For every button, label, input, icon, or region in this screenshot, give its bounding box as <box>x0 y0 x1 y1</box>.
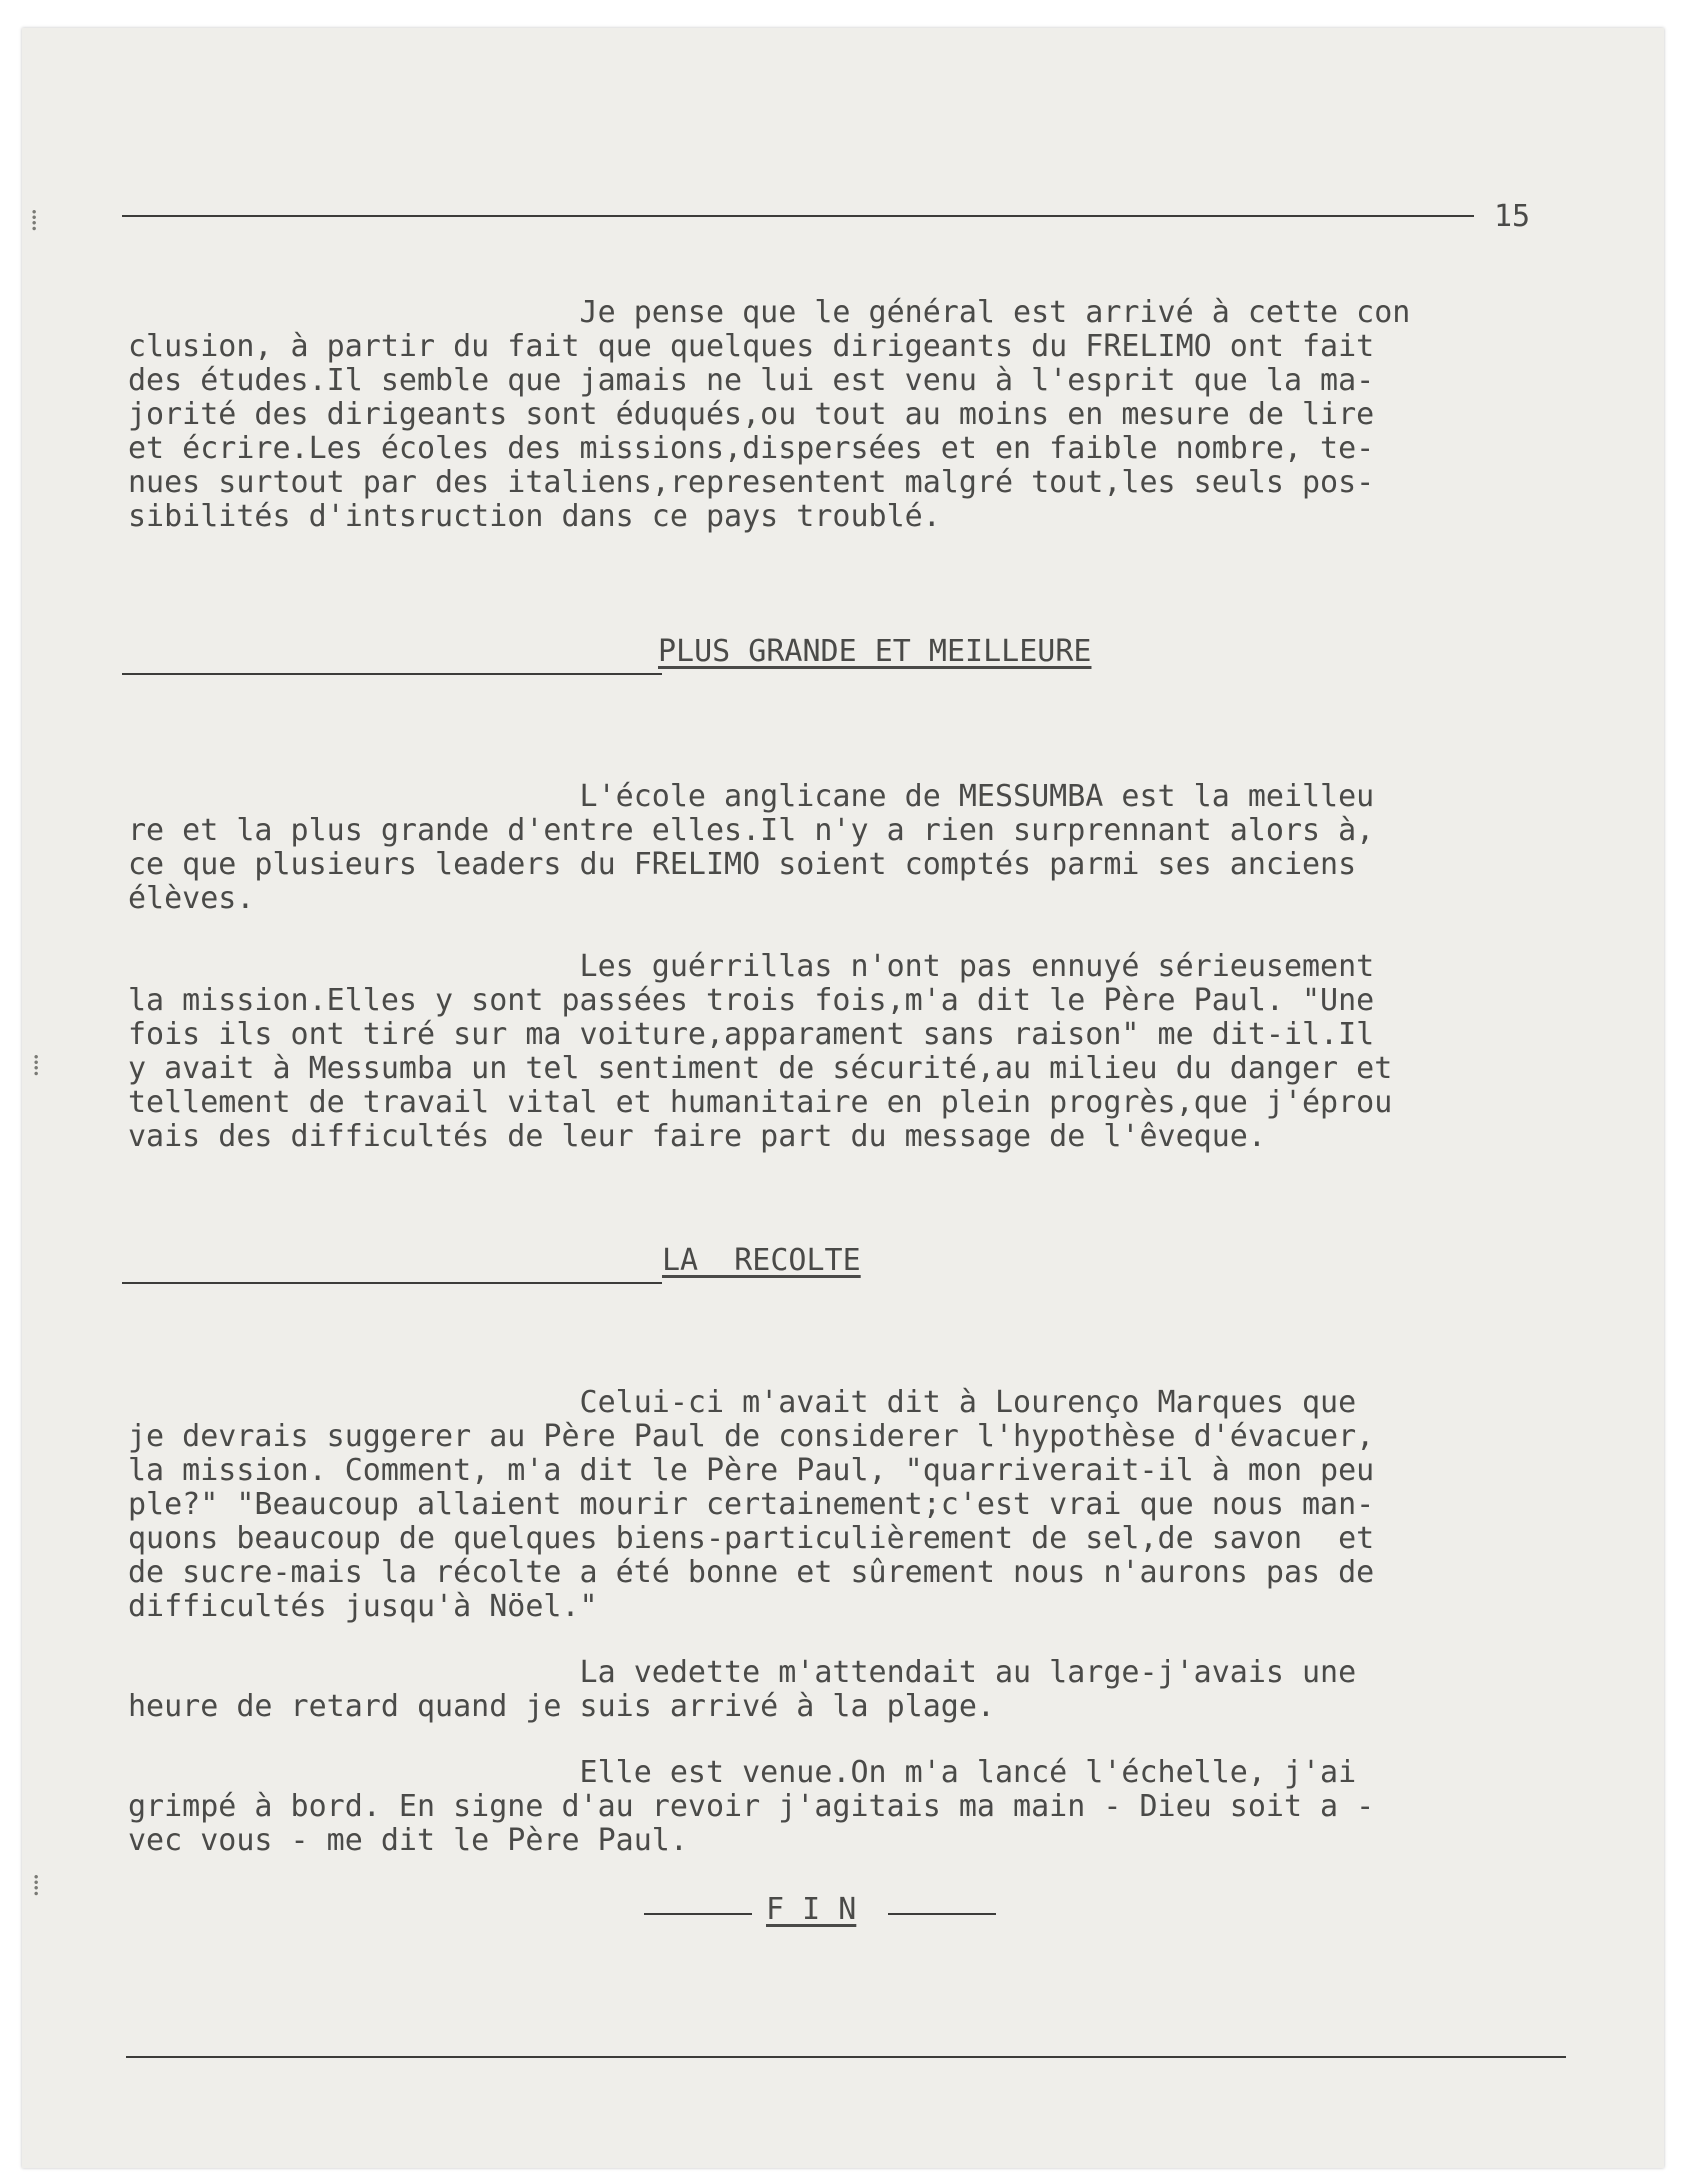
fin-rule-left <box>644 1913 752 1915</box>
section2-paragraph <box>128 1756 1374 1858</box>
section2-paragraph <box>128 1656 1356 1724</box>
page-number: 15 <box>1494 199 1531 234</box>
document-page <box>22 28 1664 2168</box>
text-line: L'école anglicane de MESSUMBA est la meilleu <box>128 779 1375 814</box>
intro-paragraph <box>128 296 1410 534</box>
text-line: de sucre-mais la récolte a été bonne et sûrement nous n'aurons pas de <box>128 1555 1375 1590</box>
fin-rule-right <box>888 1913 996 1915</box>
text-line: La vedette m'attendait au large-j'avais une <box>128 1655 1357 1690</box>
section-heading: LA RECOLTE <box>662 1243 861 1278</box>
header-rule <box>122 215 1474 217</box>
text-line: vec vous - me dit le Père Paul. <box>128 1823 688 1858</box>
text-line: fois ils ont tiré sur ma voiture,apparament sans raison" me dit-il.Il <box>128 1017 1375 1052</box>
section-rule <box>122 1282 662 1284</box>
text-line: re et la plus grande d'entre elles.Il n'y a rien surprennant alors à, <box>128 813 1375 848</box>
text-line: la mission.Elles y sont passées trois fois,m'a dit le Père Paul. "Une <box>128 983 1375 1018</box>
text-line: tellement de travail vital et humanitaire en plein progrès,que j'éprou <box>128 1085 1393 1120</box>
section1-paragraph <box>128 950 1392 1154</box>
section-heading: PLUS GRANDE ET MEILLEURE <box>658 634 1092 669</box>
text-line: et écrire.Les écoles des missions,dispersées et en faible nombre, te- <box>128 431 1375 466</box>
margin-mark-bottom: ⁞ <box>32 1868 41 1903</box>
footer-rule <box>126 2056 1566 2058</box>
text-line: nues surtout par des italiens,representent malgré tout,les seuls pos- <box>128 465 1375 500</box>
margin-mark-top: ⁞ <box>30 203 39 238</box>
text-line: des études.Il semble que jamais ne lui est venu à l'esprit que la ma- <box>128 363 1375 398</box>
text-line: Je pense que le général est arrivé à cette con <box>128 295 1411 330</box>
text-line: clusion, à partir du fait que quelques dirigeants du FRELIMO ont fait <box>128 329 1375 364</box>
text-line: jorité des dirigeants sont éduqués,ou tout au moins en mesure de lire <box>128 397 1375 432</box>
section1-paragraph <box>128 780 1374 916</box>
text-line: grimpé à bord. En signe d'au revoir j'agitais ma main - Dieu soit a - <box>128 1789 1375 1824</box>
section2-paragraph <box>128 1386 1374 1624</box>
closing-fin: F I N <box>766 1892 857 1927</box>
section-rule <box>122 673 662 675</box>
text-line: quons beaucoup de quelques biens-particulièrement de sel,de savon et <box>128 1521 1375 1556</box>
text-line: je devrais suggerer au Père Paul de considerer l'hypothèse d'évacuer, <box>128 1419 1375 1454</box>
text-line: vais des difficultés de leur faire part du message de l'êveque. <box>128 1119 1266 1154</box>
text-line: Les guérrillas n'ont pas ennuyé sérieusement <box>128 949 1375 984</box>
text-line: élèves. <box>128 881 255 916</box>
text-line: sibilités d'intsruction dans ce pays troublé. <box>128 499 941 534</box>
text-line: la mission. Comment, m'a dit le Père Paul, "quarriverait-il à mon peu <box>128 1453 1375 1488</box>
text-line: ce que plusieurs leaders du FRELIMO soient comptés parmi ses anciens <box>128 847 1357 882</box>
text-line: ple?" "Beaucoup allaient mourir certainement;c'est vrai que nous man- <box>128 1487 1375 1522</box>
text-line: difficultés jusqu'à Nöel." <box>128 1589 598 1624</box>
margin-mark-middle: ⁞ <box>32 1048 41 1083</box>
text-line: heure de retard quand je suis arrivé à la plage. <box>128 1689 995 1724</box>
text-line: Elle est venue.On m'a lancé l'échelle, j'ai <box>128 1755 1357 1790</box>
text-line: y avait à Messumba un tel sentiment de sécurité,au milieu du danger et <box>128 1051 1393 1086</box>
text-line: Celui-ci m'avait dit à Lourenço Marques que <box>128 1385 1357 1420</box>
